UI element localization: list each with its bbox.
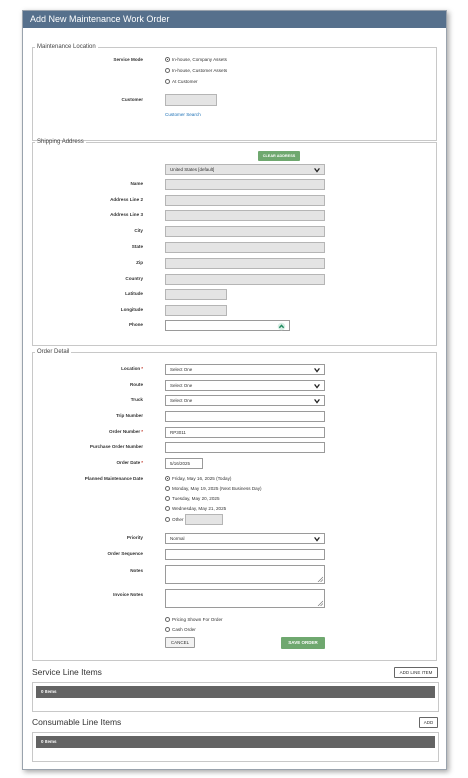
order-detail-section <box>32 349 437 661</box>
phone-input[interactable] <box>165 320 290 331</box>
add-consumable-button[interactable]: ADD <box>419 717 438 728</box>
location-select-value: Select One <box>170 367 193 372</box>
service-mode-customer-radio[interactable] <box>165 67 227 75</box>
order-number-input[interactable]: RP3011 <box>165 427 325 438</box>
planned-date-tuesday-radio[interactable] <box>165 495 220 503</box>
chevron-down-icon <box>313 535 321 543</box>
invoice-notes-label: Invoice Notes <box>113 592 143 597</box>
work-order-window <box>22 10 447 770</box>
priority-label: Priority <box>126 535 143 540</box>
planned-date-other-radio[interactable] <box>165 516 184 524</box>
priority-select[interactable] <box>165 533 325 544</box>
planned-date-wednesday-radio[interactable] <box>165 505 226 513</box>
invoice-notes-textarea[interactable] <box>165 589 325 608</box>
chevron-down-icon <box>313 397 321 405</box>
zip-label: Zip <box>136 260 143 265</box>
truck-select-value: Select One <box>170 398 193 403</box>
chevron-up-icon[interactable] <box>277 322 286 331</box>
order-number-label: Order Number* <box>109 429 143 434</box>
route-select[interactable] <box>165 380 325 391</box>
order-sequence-label: Order Sequence <box>107 551 143 556</box>
state-input[interactable] <box>165 242 325 253</box>
latitude-input[interactable] <box>165 289 227 300</box>
priority-select-value: Normal <box>170 536 185 541</box>
trip-number-label: Trip Number <box>115 413 143 418</box>
service-mode-at-customer-radio[interactable] <box>165 78 198 86</box>
planned-date-next-business-radio[interactable] <box>165 485 262 493</box>
pricing-shown-checkbox[interactable] <box>165 616 223 624</box>
country-input[interactable] <box>165 274 325 285</box>
add-line-item-button[interactable]: ADD LINE ITEM <box>394 667 438 678</box>
shipping-address-legend: Shipping Address <box>37 139 84 145</box>
service-mode-at-customer-label: At Customer <box>172 79 198 84</box>
country-select[interactable] <box>165 164 325 175</box>
order-detail-legend: Order Detail <box>37 349 70 355</box>
checkbox-icon <box>165 617 170 622</box>
radio-icon <box>165 486 170 491</box>
planned-maintenance-date-label: Planned Maintenance Date <box>84 476 143 481</box>
consumable-line-items-title: Consumable Line Items <box>32 717 122 727</box>
customer-search-link[interactable]: Customer Search <box>165 112 201 117</box>
planned-date-wednesday-label: Wednesday, May 21, 2025 <box>172 506 227 511</box>
radio-icon <box>165 68 170 73</box>
truck-select[interactable] <box>165 395 325 406</box>
radio-icon <box>165 517 170 522</box>
country-label: Country <box>125 276 143 281</box>
country-select-value: United States [default] <box>170 167 215 172</box>
radio-icon <box>165 496 170 501</box>
clear-address-button[interactable]: CLEAR ADDRESS <box>258 151 300 161</box>
phone-label: Phone <box>128 322 143 327</box>
cash-order-label: Cash Order <box>172 627 196 632</box>
purchase-order-number-input[interactable] <box>165 442 325 453</box>
radio-icon <box>165 506 170 511</box>
trip-number-input[interactable] <box>165 411 325 422</box>
zip-input[interactable] <box>165 258 325 269</box>
order-date-label: Order Date* <box>116 460 143 465</box>
window-title: Add New Maintenance Work Order <box>23 11 446 28</box>
order-date-input[interactable]: 5/16/2025 <box>165 458 203 469</box>
maintenance-location-legend: Maintenance Location <box>37 44 96 50</box>
service-line-items-count: 0 Items <box>36 686 435 698</box>
service-mode-company-radio[interactable] <box>165 56 227 64</box>
chevron-down-icon <box>313 382 321 390</box>
pricing-shown-label: Pricing Shown For Order <box>172 617 223 622</box>
planned-date-today-radio[interactable] <box>165 475 231 483</box>
order-sequence-input[interactable] <box>165 549 325 560</box>
truck-label: Truck <box>130 397 143 402</box>
latitude-label: Latitude <box>125 291 143 296</box>
location-label: Location* <box>121 366 143 371</box>
location-select[interactable] <box>165 364 325 375</box>
address-line-3-label: Address Line 3 <box>110 212 143 217</box>
name-label: Name <box>130 181 143 186</box>
chevron-down-icon <box>313 366 321 374</box>
maintenance-location-section <box>32 44 437 141</box>
resize-grip-icon[interactable] <box>317 576 323 582</box>
address-line-2-label: Address Line 2 <box>110 197 143 202</box>
notes-textarea[interactable] <box>165 565 325 584</box>
customer-label: Customer <box>121 97 143 102</box>
purchase-order-number-label: Purchase Order Number <box>89 444 143 449</box>
service-mode-label: Service Mode <box>113 57 143 62</box>
route-select-value: Select One <box>170 383 193 388</box>
consumable-line-items-panel <box>32 732 439 762</box>
longitude-input[interactable] <box>165 305 227 316</box>
consumable-line-items-count: 0 Items <box>36 736 435 748</box>
planned-date-today-label: Friday, May 16, 2025 (Today) <box>172 476 232 481</box>
resize-grip-icon[interactable] <box>317 600 323 606</box>
checkbox-icon <box>165 627 170 632</box>
state-label: State <box>131 244 143 249</box>
service-mode-customer-label: In-house, Customer Assets <box>172 68 228 73</box>
name-input[interactable] <box>165 179 325 190</box>
chevron-down-icon <box>313 166 321 174</box>
notes-label: Notes <box>130 568 143 573</box>
radio-icon <box>165 79 170 84</box>
planned-date-other-input[interactable] <box>185 514 223 525</box>
cancel-button[interactable]: CANCEL <box>165 637 195 648</box>
radio-selected-icon <box>165 57 170 62</box>
planned-date-other-label: Other <box>172 517 184 522</box>
address-line-3-input[interactable] <box>165 210 325 221</box>
planned-date-tuesday-label: Tuesday, May 20, 2025 <box>172 496 220 501</box>
service-line-items-panel <box>32 682 439 712</box>
planned-date-next-business-label: Monday, May 19, 2025 (Next Business Day) <box>172 486 262 491</box>
cash-order-checkbox[interactable] <box>165 626 196 634</box>
route-label: Route <box>129 382 143 387</box>
radio-selected-icon <box>165 476 170 481</box>
save-order-button[interactable]: SAVE ORDER <box>281 637 325 649</box>
city-label: City <box>134 228 143 233</box>
service-mode-company-label: In-house, Company Assets <box>172 57 227 62</box>
service-line-items-title: Service Line Items <box>32 667 102 677</box>
city-input[interactable] <box>165 226 325 237</box>
address-line-2-input[interactable] <box>165 195 325 206</box>
customer-input[interactable] <box>165 94 217 106</box>
longitude-label: Longitude <box>120 307 143 312</box>
shipping-address-section <box>32 139 437 346</box>
